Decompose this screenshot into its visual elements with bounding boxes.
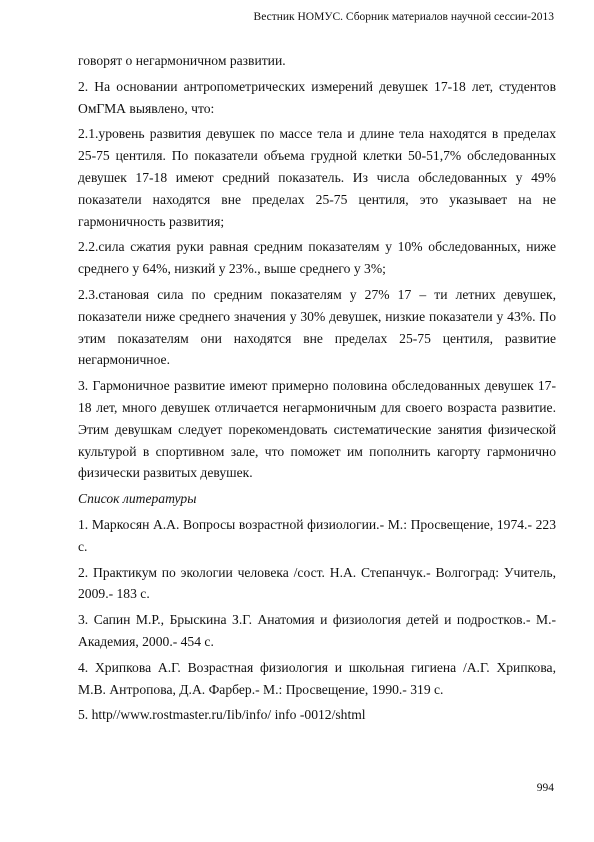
reference-item: 5. http//www.rostmaster.ru/Iib/info/ info -0012/shtml xyxy=(78,707,366,723)
reference-item: 2. Практикум по экологии человека /сост. Н.А. Степанчук.- Волгоград: Учитель, 2009.- 183 с. xyxy=(78,564,556,602)
references-heading: Список литературы xyxy=(78,491,197,507)
page-body xyxy=(78,50,556,726)
reference-item: 4. Хрипкова А.Г. Возрастная физиология и школьная гигиена /А.Г. Хрипкова, М.В. Антропова, Д.А. Фарбер.- М.: Просвещение, 1990.- 319 с. xyxy=(78,659,556,697)
reference-item: 1. Маркосян А.А. Вопросы возрастной физиологии.- М.: Просвещение, 1974.- 223 с. xyxy=(78,516,556,554)
paragraph: 2.2.сила сжатия руки равная средним показателям у 10% обследованных, ниже среднего у 64%, низкий у 23%., выше среднего у 3%; xyxy=(78,239,556,277)
paragraph: говорят о негармоничном развитии. xyxy=(78,53,286,68)
paragraph: 2.1.уровень развития девушек по массе тела и длине тела находятся в пределах 25-75 центиля. По показатели объема грудной клетки 50-51,7% обследованных девушек 17-18 имеют средний показатель. Из числа обследованных у 49% показатели находятся вне пределах 25-75 центиля, это указывает на не гармоничность развития; xyxy=(78,126,556,229)
reference-item: 3. Сапин М.Р., Брыскина З.Г. Анатомия и физиология детей и подростков.- М.- Академия, 2000.- 454 с. xyxy=(78,612,556,649)
running-header: Вестник НОМУС. Сборник материалов научной сессии-2013 xyxy=(253,11,554,23)
paragraph: 2. На основании антропометрических измерений девушек 17-18 лет, студентов ОмГМА выявлено, что: xyxy=(78,78,556,116)
paragraph: 2.3.становая сила по средним показателям у 27% 17 – ти летних девушек, показатели ниже среднего значения у 30% девушек, низкие показатели у 43%. По этим показателям они находятся вне пределах 25-75 центиля, развитие негармоничное. xyxy=(78,286,556,368)
paragraph: 3. Гармоничное развитие имеют примерно половина обследованных девушек 17-18 лет, много девушек отличается негармоничным для своего возраста развитие. Этим девушкам следует порекомендовать систематические занятия физической культурой в спортивном зале, что поможет им пополнить кагорту гармонично физически развитых девушек. xyxy=(78,378,556,481)
page-number: 994 xyxy=(536,782,554,794)
